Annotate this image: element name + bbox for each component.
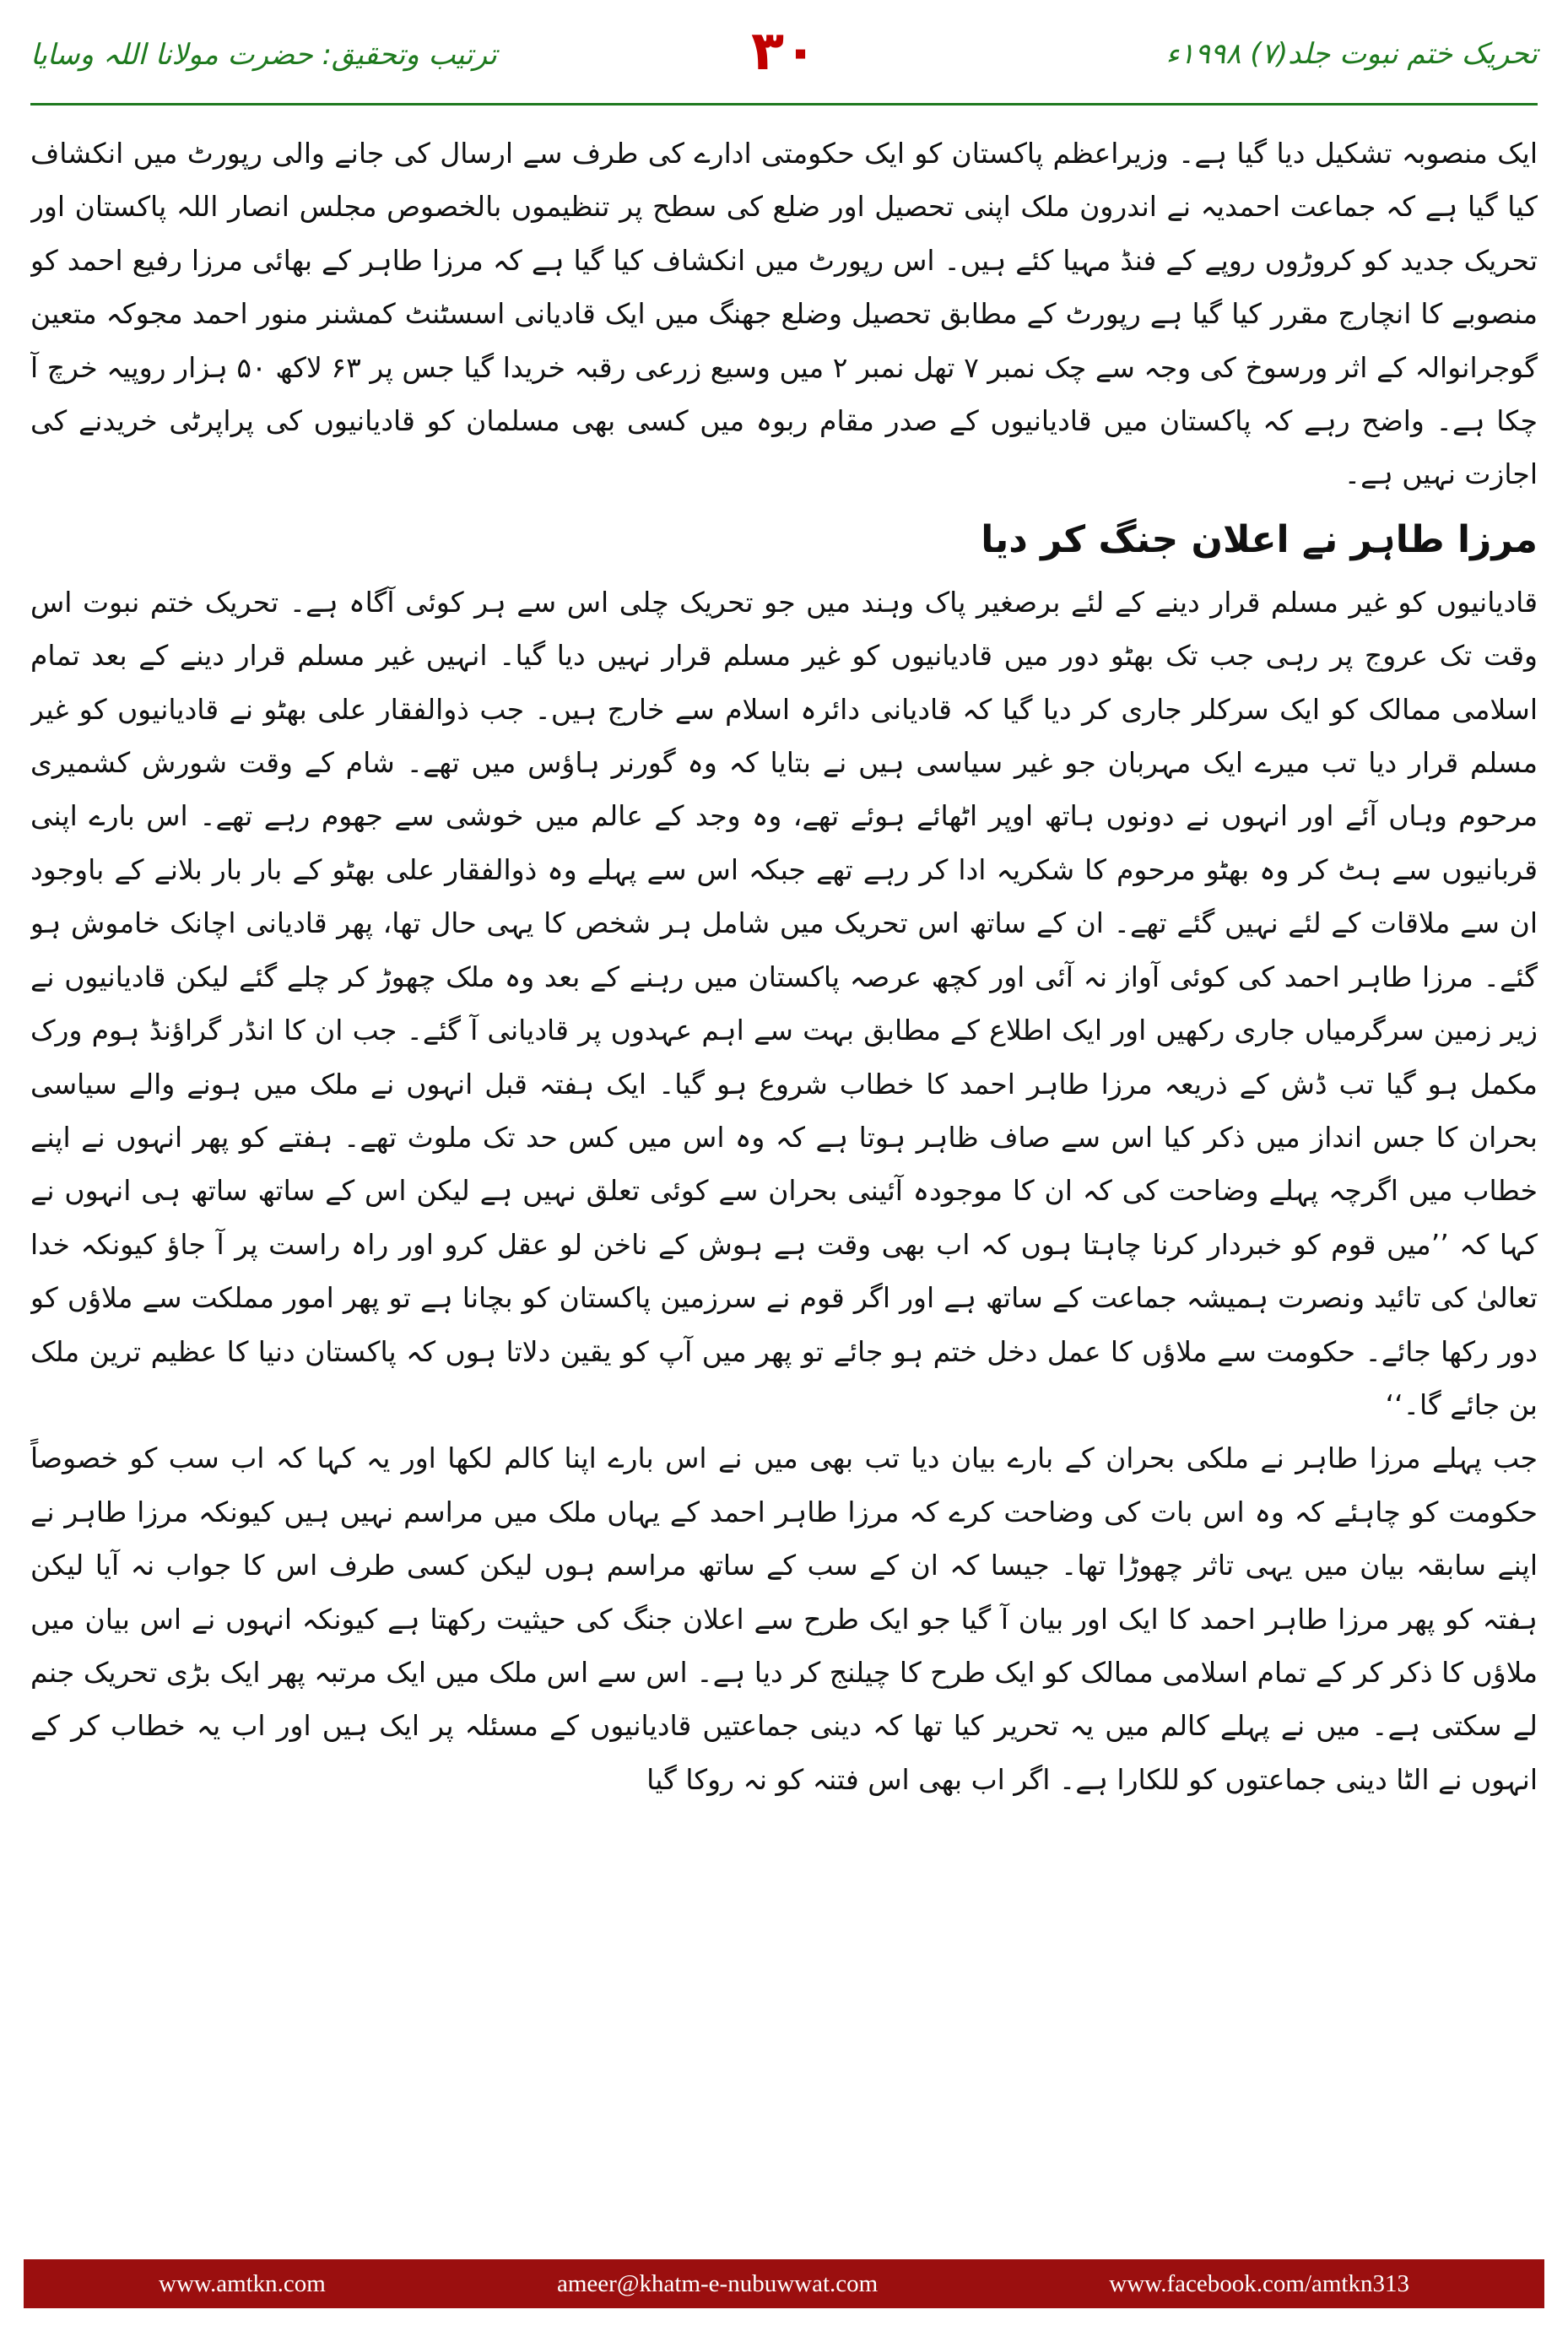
facebook-link[interactable]: www.facebook.com/amtkn313 (1109, 2269, 1409, 2297)
paragraph-3: جب پہلے مرزا طاہر نے ملکی بحران کے بارے بیان دیا تب بھی میں نے اس بارے اپنا کالم لکھا اور یہ کہا کہ اب سب کو خصوصاً حکومت کو چاہئے کہ وہ اس بات کی وضاحت کرے کہ مرزا طاہر احمد کے یہاں ملک میں مراسم نہیں ہیں کیونکہ مرزا طاہر نے اپنے سابقہ بیان میں یہی تاثر چھوڑا تھا۔ جیسا کہ ان کے سب کے ساتھ مراسم ہوں لیکن کسی طرف اس کا جواب نہ آیا لیکن ہفتہ کو پھر مرزا طاہر احمد کا ایک اور بیان آ گیا جو ایک طرح سے اعلان جنگ کی حیثیت رکھتا ہے کیونکہ انہوں نے اس بیان میں ملاؤں کا ذکر کر کے تمام اسلامی ممالک کو ایک طرح کا چیلنج کر دیا ہے۔ اس سے اس ملک میں ایک مرتبہ پھر ایک بڑی تحریک جنم لے سکتی ہے۔ میں نے پہلے کالم میں یہ تحریر کیا تھا کہ دینی جماعتیں قادیانیوں کے مسئلہ پر ایک ہیں اور اب یہ خطاب کر کے انہوں نے الٹا دینی جماعتوں کو للکارا ہے۔ اگر اب بھی اس فتنہ کو نہ روکا گیا (30, 1441, 1538, 1796)
section-heading: مرزا طاہر نے اعلان جنگ کر دیا (981, 517, 1538, 561)
article-body (30, 127, 1538, 2224)
page-header (30, 20, 1538, 101)
email-link[interactable]: ameer@khatm-e-nubuwwat.com (556, 2269, 879, 2297)
book-title: تحریک ختم نبوت جلد(۷) ۱۹۹۸ء (1165, 37, 1538, 71)
page-footer (24, 2259, 1544, 2308)
compiler-credit: ترتیب وتحقیق: حضرت مولانا اللہ وسایا (30, 38, 497, 72)
paragraph-1: ایک منصوبہ تشکیل دیا گیا ہے۔ وزیراعظم پاکستان کو ایک حکومتی ادارے کی طرف سے ارسال کی جانے والی رپورٹ میں انکشاف کیا گیا ہے کہ جماعت احمدیہ نے اندرون ملک اپنی تحصیل اور ضلع کی سطح پر تنظیموں بالخصوص مجلس انصار اللہ پاکستان اور تحریک جدید کو کروڑوں روپے کے فنڈ مہیا کئے ہیں۔ اس رپورٹ میں انکشاف کیا گیا ہے کہ مرزا طاہر کے بھائی مرزا رفیع احمد کو منصوبے کا انچارج مقرر کیا گیا ہے رپورٹ کے مطابق تحصیل وضلع جھنگ میں ایک قادیانی اسسٹنٹ کمشنر منور احمد مجوکہ متعین گوجرانوالہ کے اثر ورسوخ کی وجہ سے چک نمبر ۷ تھل نمبر ۲ میں وسیع زرعی رقبہ خریدا گیا جس پر ۶۳ لاکھ ۵۰ ہزار روپیہ خرچ آ چکا ہے۔ واضح رہے کہ پاکستان میں قادیانیوں کے صدر مقام ربوہ میں کسی بھی مسلمان کو قادیانیوں کی پراپرٹی خریدنے کی اجازت نہیں ہے۔ (30, 137, 1538, 491)
website-link[interactable]: www.amtkn.com (159, 2269, 326, 2297)
paragraph-2: قادیانیوں کو غیر مسلم قرار دینے کے لئے برصغیر پاک وہند میں جو تحریک چلی اس سے ہر کوئی آگاہ ہے۔ تحریک ختم نبوت اس وقت تک عروج پر رہی جب تک بھٹو دور میں قادیانیوں کو غیر مسلم قرار نہیں دیا گیا۔ انہیں غیر مسلم قرار دینے کے بعد تمام اسلامی ممالک کو ایک سرکلر جاری کر دیا گیا کہ قادیانی دائرہ اسلام سے خارج ہیں۔ جب ذوالفقار علی بھٹو نے قادیانیوں کو غیر مسلم قرار دیا تب میرے ایک مہربان جو غیر سیاسی ہیں نے بتایا کہ وہ گورنر ہاؤس میں تھے۔ شام کے وقت شورش کشمیری مرحوم وہاں آئے اور انہوں نے دونوں ہاتھ اوپر اٹھائے ہوئے تھے، وہ وجد کے عالم میں خوشی سے جھوم رہے تھے۔ اس بارے اپنی قربانیوں سے ہٹ کر وہ بھٹو مرحوم کا شکریہ ادا کر رہے تھے جبکہ اس سے پہلے وہ ذوالفقار علی بھٹو کے بار بار بلانے کے باوجود ان سے ملاقات کے لئے نہیں گئے تھے۔ ان کے ساتھ اس تحریک میں شامل ہر شخص کا یہی حال تھا، پھر قادیانی اچانک خاموش ہو گئے۔ مرزا طاہر احمد کی کوئی آواز نہ آئی اور کچھ عرصہ پاکستان میں رہنے کے بعد وہ ملک چھوڑ کر چلے گئے لیکن قادیانیوں نے زیر زمین سرگرمیاں جاری رکھیں اور ایک اطلاع کے مطابق بہت سے اہم عہدوں پر قادیانی آ گئے۔ جب ان کا انڈر گراؤنڈ ہوم ورک مکمل ہو گیا تب ڈش کے ذریعہ مرزا طاہر احمد کا خطاب شروع ہو گیا۔ ایک ہفتہ قبل انہوں نے ملک میں ہونے والے سیاسی بحران کا جس انداز میں ذکر کیا اس سے صاف ظاہر ہوتا ہے کہ وہ اس میں کس حد تک ملوث تھے۔ ہفتے کو پھر انہوں نے اپنے خطاب میں اگرچہ پہلے وضاحت کی کہ ان کا موجودہ آئینی بحران سے کوئی تعلق نہیں ہے لیکن اس کے ساتھ ساتھ ہی انہوں نے کہا کہ ’’میں قوم کو خبردار کرنا چاہتا ہوں کہ اب بھی وقت ہے ہوش کے ناخن لو عقل کرو اور راہ راست پر آ جاؤ کیونکہ خدا تعالیٰ کی تائید ونصرت ہمیشہ جماعت کے ساتھ ہے اور اگر قوم نے سرزمین پاکستان کو بچانا ہے تو پھر امور مملکت سے ملاؤں کو دور رکھا جائے۔ حکومت سے ملاؤں کا عمل دخل ختم ہو جائے تو پھر میں آپ کو یقین دلاتا ہوں کہ پاکستان دنیا کا عظیم ترین ملک بن جائے گا۔‘‘ (30, 585, 1538, 1421)
page-number: ۳۰ (750, 20, 818, 83)
header-divider (30, 103, 1538, 105)
